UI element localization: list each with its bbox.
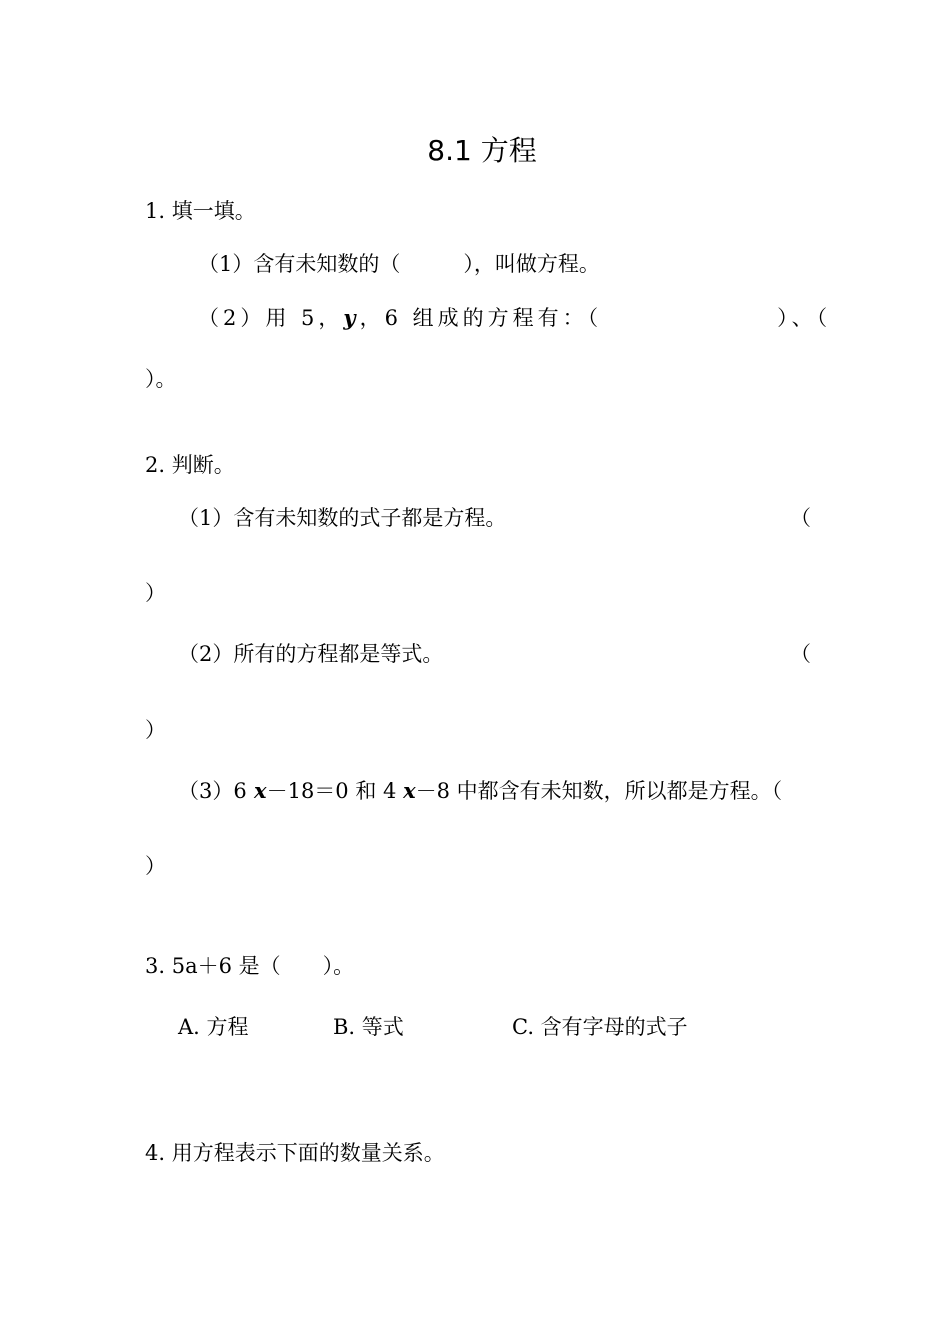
question-2-item-3: [178, 778, 782, 804]
question-1-item-2-part-a: （2）用 5，: [198, 306, 344, 330]
question-3-heading: 3. 5a＋6 是（ ）。: [145, 954, 355, 978]
answer-paren-close-3: ）: [145, 854, 166, 878]
equation-1: [247, 778, 267, 803]
answer-paren-close-1: ）: [145, 581, 166, 605]
variable-y: y: [343, 305, 360, 330]
question-2-item-3-part-b: －18＝0 和 4: [266, 779, 397, 803]
variable-x-1: x: [254, 778, 267, 803]
question-2-item-3-part-a: （3）6: [178, 779, 247, 803]
answer-paren-open-2: （: [790, 642, 811, 666]
question-2-heading: 2. 判断。: [145, 453, 235, 477]
option-c: C. 含有字母的式子: [512, 1015, 688, 1039]
page-title: 8.1 方程: [427, 134, 537, 167]
answer-paren-close-2: ）: [145, 718, 166, 742]
question-4-heading: 4. 用方程表示下面的数量关系。: [145, 1141, 445, 1165]
question-1-item-2: [198, 305, 831, 331]
option-b: B. 等式: [333, 1015, 404, 1039]
question-1-item-2-continued: ）。: [145, 367, 177, 391]
question-2-item-1: （1）含有未知数的式子都是方程。: [178, 506, 507, 530]
question-1-item-1: （1）含有未知数的（ ），叫做方程。: [198, 252, 600, 276]
question-2-item-3-part-c: －8 中都含有未知数，所以都是方程。（: [415, 779, 783, 803]
variable-x-2: x: [403, 778, 416, 803]
question-1-heading: 1. 填一填。: [145, 199, 256, 223]
question-1-item-2-part-b: ，6 组成的方程有：（ ）、（: [359, 306, 832, 330]
option-a: A. 方程: [178, 1015, 249, 1039]
question-2-item-2: （2）所有的方程都是等式。: [178, 642, 444, 666]
answer-paren-open-1: （: [790, 506, 811, 530]
